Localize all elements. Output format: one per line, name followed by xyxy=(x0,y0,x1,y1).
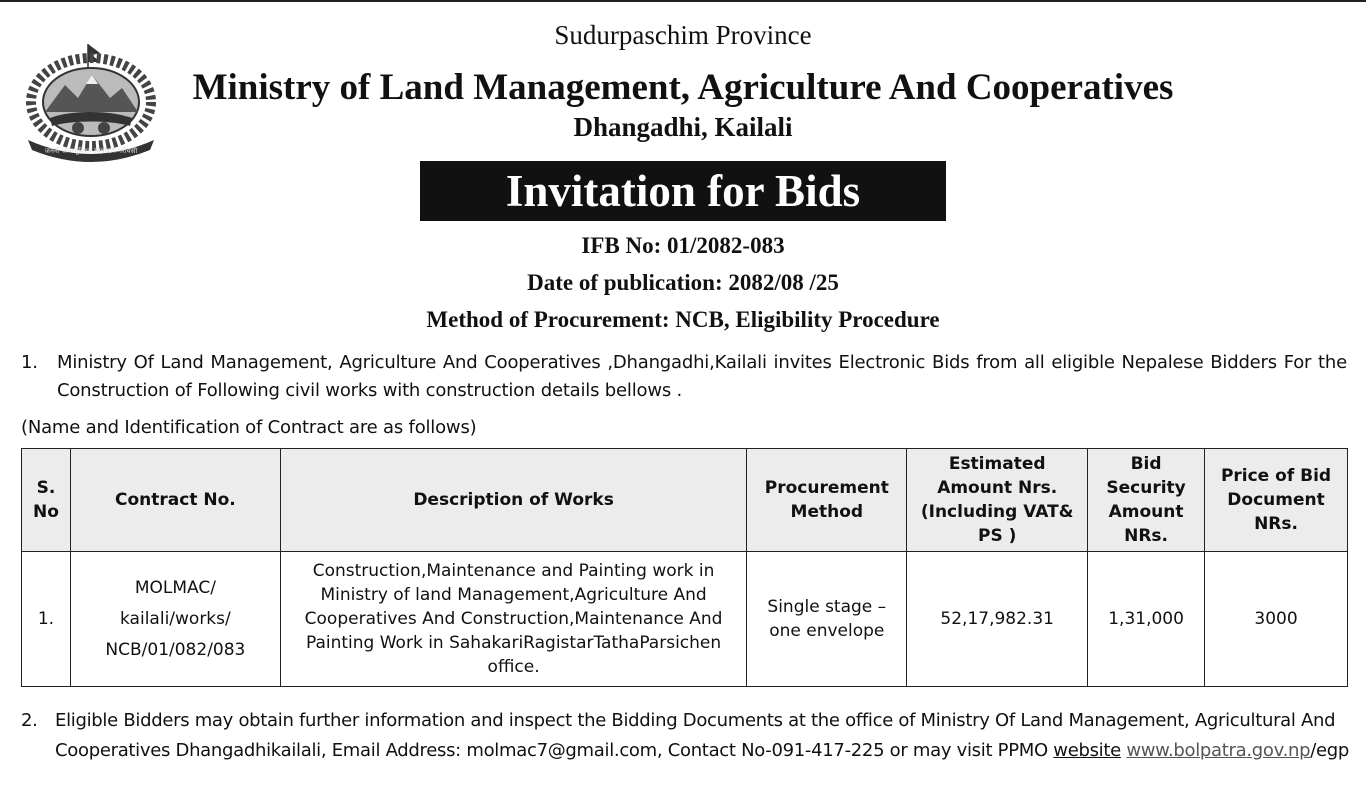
header-bid-document-price: Price of Bid Document NRs. xyxy=(1205,449,1348,552)
invitation-banner: Invitation for Bids xyxy=(420,161,946,221)
top-border-line xyxy=(0,0,1366,2)
procurement-method-line: Method of Procurement: NCB, Eligibility Procedure xyxy=(426,307,940,332)
paragraph-2-line-2 xyxy=(55,737,1351,765)
cell-bid-security: 1,31,000 xyxy=(1088,552,1205,687)
province-name: Sudurpaschim Province xyxy=(554,20,812,50)
paragraph-1-number: 1. xyxy=(21,352,38,373)
cell-estimated-amount: 52,17,982.31 xyxy=(907,552,1088,687)
website-link[interactable]: website xyxy=(1053,740,1121,761)
header-procurement-method: Procurement Method xyxy=(747,449,907,552)
bolpatra-link[interactable]: www.bolpatra.gov.np xyxy=(1126,740,1311,761)
emblem-motto: जननी जन्मभूमिश्च स्वर्गादपि गरीयसी xyxy=(44,147,138,155)
header-sn: S. No xyxy=(22,449,71,552)
office-location: Dhangadhi, Kailali xyxy=(573,112,793,142)
paragraph-2-number: 2. xyxy=(21,710,38,731)
paragraph-1-text: Ministry Of Land Management, Agriculture And Cooperatives ,Dhangadhi,Kailali invites Electronic Bids from all eligible Nepalese Bidders For the Construction of Following civil works with construction details bellows . xyxy=(57,352,1347,401)
cell-bid-document-price: 3000 xyxy=(1205,552,1348,687)
cell-procurement-method: Single stage – one envelope xyxy=(747,552,907,687)
contact-text: Cooperatives Dhangadhikailali, Email Address: molmac7@gmail.com, Contact No-091-417-225 or may visit PPMO xyxy=(55,740,1054,761)
table-row xyxy=(22,552,1348,687)
link-suffix: /egp xyxy=(1310,740,1350,761)
header-estimated-amount: Estimated Amount Nrs. (Including VAT& PS ) xyxy=(907,449,1088,552)
header-description: Description of Works xyxy=(280,449,747,552)
ministry-name: Ministry of Land Management, Agriculture And Cooperatives xyxy=(192,67,1174,108)
cell-sn: 1. xyxy=(22,552,71,687)
paragraph-2-line-1: Eligible Bidders may obtain further information and inspect the Bidding Documents at the office of Ministry Of Land Management, Agricultural And xyxy=(55,710,1336,731)
ifb-number: IFB No: 01/2082-083 xyxy=(581,233,785,258)
header-bid-security: Bid Security Amount NRs. xyxy=(1088,449,1205,552)
publication-date: Date of publication: 2082/08 /25 xyxy=(527,270,839,295)
cell-description: Construction,Maintenance and Painting work in Ministry of land Management,Agriculture And Cooperatives And Construction,Maintenance And Painting Work in SahakariRagistarTathaParsichen office. xyxy=(280,552,747,687)
contracts-table xyxy=(21,448,1348,687)
table-header-row xyxy=(22,449,1348,552)
contract-note: (Name and Identification of Contract are as follows) xyxy=(21,417,477,438)
header-contract-no: Contract No. xyxy=(70,449,280,552)
cell-contract-no: MOLMAC/ kailali/works/ NCB/01/082/083 xyxy=(70,552,280,687)
